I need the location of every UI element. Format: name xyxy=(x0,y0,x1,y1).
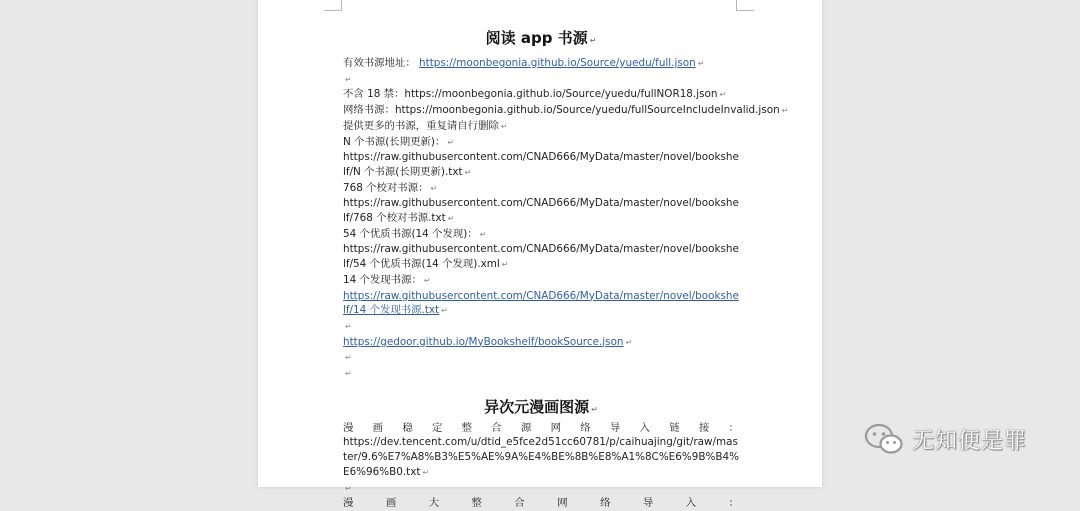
link-14-sources[interactable]: https://raw.githubusercontent.com/CNAD666/MyData/master/novel/bookshelf/14 个发现书源.txt xyxy=(343,289,739,317)
doc-line-gedoor: https://gedoor.github.io/MyBookshelf/bookSource.json ↵ xyxy=(343,335,633,348)
justified-char: 漫 xyxy=(343,497,354,510)
empty-paragraph: ↵ xyxy=(345,483,352,493)
justified-char: 整 xyxy=(471,497,482,510)
section-title-reading-app: 阅读 app 书源 ↵ xyxy=(485,29,597,47)
wechat-icon xyxy=(864,422,904,456)
empty-paragraph: ↵ xyxy=(345,321,352,331)
doc-line-768-sources: 768 个校对书源： ↵ xyxy=(343,181,438,194)
justified-char: 网 xyxy=(557,497,568,510)
justified-char: 合 xyxy=(491,421,502,434)
link-valid-source[interactable]: https://moonbegonia.github.io/Source/yuedu/full.json xyxy=(419,57,696,69)
crop-mark-top-left xyxy=(324,0,342,11)
doc-line-14-sources: 14 个发现书源： ↵ xyxy=(343,273,431,286)
watermark xyxy=(864,422,1027,456)
justified-char: 画 xyxy=(372,421,384,434)
paragraph-mark-icon: ↵ xyxy=(589,36,597,45)
doc-line-54-sources: 54 个优质书源(14 个发现)： ↵ xyxy=(343,227,487,240)
justified-char: 入 xyxy=(685,497,697,510)
justified-char: 漫 xyxy=(343,421,354,434)
empty-paragraph: ↵ xyxy=(345,74,352,84)
justified-char: 整 xyxy=(461,421,473,434)
doc-line-n-sources-url: https://raw.githubusercontent.com/CNAD666/MyData/master/novel/bookshelf/N 个书源(长期更新).txt ↵ xyxy=(343,151,739,178)
crop-mark-top-right xyxy=(736,0,754,11)
justified-char: 定 xyxy=(431,421,443,434)
justified-char: 导 xyxy=(642,497,654,510)
doc-line-14-sources-url: https://raw.githubusercontent.com/CNAD666/MyData/master/novel/bookshelf/14 个发现书源.txt ↵ xyxy=(343,289,739,317)
empty-paragraph: ↵ xyxy=(345,353,352,363)
doc-line-manga-big-import xyxy=(343,496,739,511)
doc-line-more-sources: 提供更多的书源，重复请自行删除 ↵ xyxy=(343,119,508,132)
document-page xyxy=(258,0,822,510)
justified-char: 画 xyxy=(385,497,397,510)
doc-line-manga-stable-link xyxy=(343,421,739,436)
justified-char: 接 xyxy=(698,421,710,434)
justified-char: 链 xyxy=(669,421,680,434)
justified-char: ： xyxy=(728,497,739,510)
doc-line-768-sources-url: https://raw.githubusercontent.com/CNAD666/MyData/master/novel/bookshelf/768 个校对书源.txt ↵ xyxy=(343,197,739,225)
justified-char: 网 xyxy=(550,421,561,434)
section-title-manga-source: 异次元漫画图源 ↵ xyxy=(484,397,598,416)
justified-char: 源 xyxy=(520,421,532,434)
doc-line-network-source: 网络书源：https://moonbegonia.github.io/Source/yuedu/fullSourceIncludeInvalid.json ↵ xyxy=(343,104,789,117)
doc-line-n-sources: N 个书源(长期更新)： ↵ xyxy=(343,135,455,148)
justified-char: 稳 xyxy=(402,421,413,434)
doc-line-no18: 不含 18 禁：https://moonbegonia.github.io/Source/yuedu/fullNOR18.json ↵ xyxy=(343,88,727,101)
justified-char: 合 xyxy=(514,497,525,510)
justified-char: 入 xyxy=(639,421,650,434)
justified-char: 大 xyxy=(428,497,440,510)
empty-paragraph: ↵ xyxy=(345,369,352,379)
justified-char: 导 xyxy=(609,421,621,434)
document-content xyxy=(343,26,789,511)
doc-line-manga-url: https://dev.tencent.com/u/dtid_e5fce2d51cc60781/p/caihuajing/git/raw/master/9.6%E7%A8%B3%E5%AE%9A%E4%BE%8B%E8%A1%8C%E6%9B%B4%E6%96%B0.txt ↵ xyxy=(343,436,739,478)
doc-line-54-sources-url: https://raw.githubusercontent.com/CNAD666/MyData/master/novel/bookshelf/54 个优质书源(14 个发现).xml ↵ xyxy=(343,243,739,271)
justified-char: 络 xyxy=(580,421,591,434)
justified-char: 络 xyxy=(600,497,611,510)
watermark-text: 无知便是罪 xyxy=(912,428,1028,454)
justified-char: ： xyxy=(728,421,739,434)
doc-line-valid-source: 有效书源地址： https://moonbegonia.github.io/Source/yuedu/full.json ↵ xyxy=(343,57,705,69)
link-gedoor-booksource[interactable]: https://gedoor.github.io/MyBookshelf/bookSource.json xyxy=(343,335,624,348)
